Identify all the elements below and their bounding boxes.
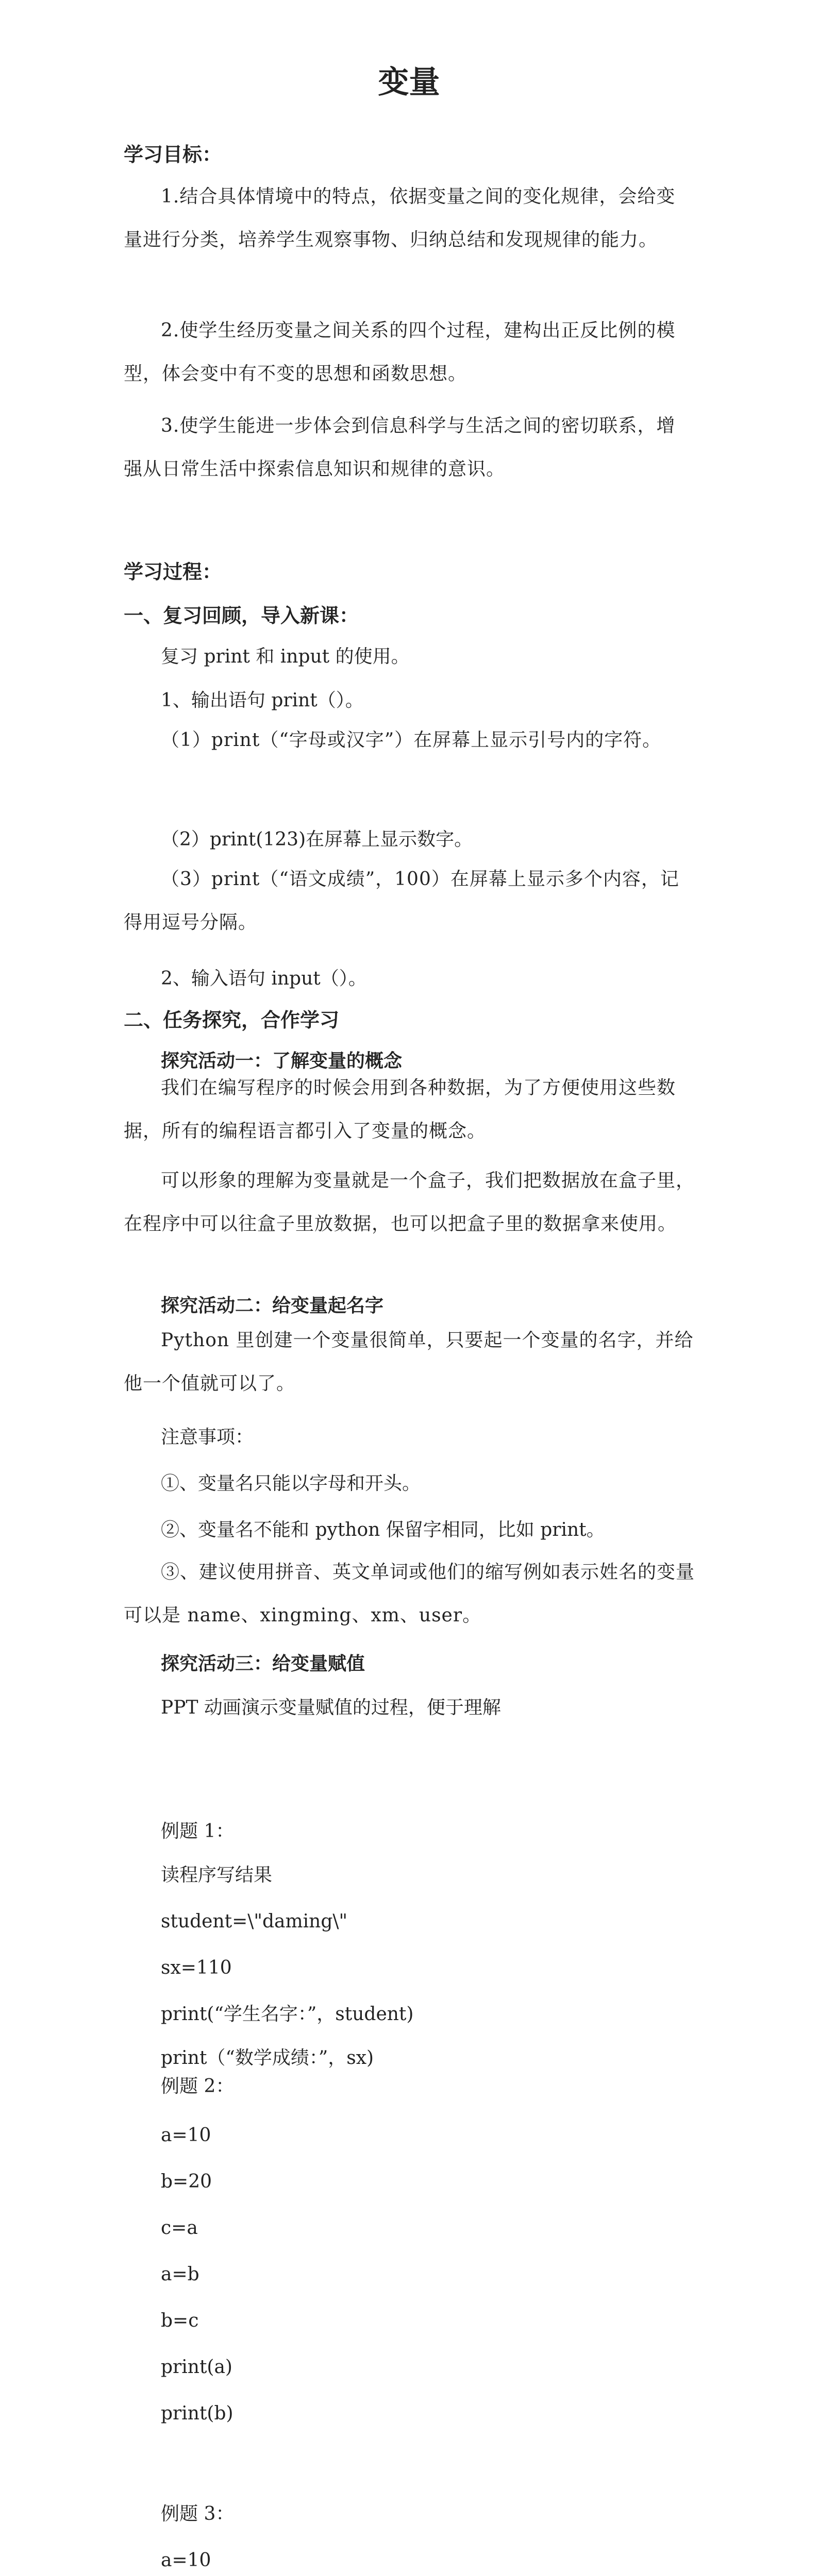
example3-code-line: a=10	[161, 2550, 211, 2571]
objectives-heading: 学习目标：	[124, 143, 222, 166]
act1-p1: 我们在编写程序的时候会用到各种数据，为了方便使用这些数据，所有的编程语言都引入了变量的概念。	[124, 1077, 676, 1142]
example2-code-line: b=c	[161, 2310, 199, 2331]
example2-code-line: print(b)	[161, 2403, 233, 2424]
act3-title: 探究活动三：给变量赋值	[161, 1653, 365, 1674]
page-title: 变量	[378, 64, 440, 100]
note-1: ①、变量名只能以字母和开头。	[161, 1473, 421, 1494]
note-3: ③、建议使用拼音、英文单词或他们的缩写例如表示姓名的变量可以是 name、xingming、xm、user。	[124, 1562, 695, 1626]
example2-code-line: b=20	[161, 2171, 212, 2192]
note-heading: 注意事项：	[161, 1427, 254, 1448]
example1-code-line: print(“学生名字：”，student)	[161, 2004, 414, 2025]
objective-3: 3.使学生能进一步体会到信息科学与生活之间的密切联系，增强从日常生活中探索信息知识和规律的意识。	[124, 415, 676, 480]
act3-p1: PPT 动画演示变量赋值的过程，便于理解	[161, 1697, 501, 1718]
part1-sub1: （1）print（“字母或汉字”）在屏幕上显示引号内的字符。	[161, 730, 662, 751]
part1-heading: 一、复习回顾，导入新课：	[124, 604, 359, 627]
example1-title: 例题 1：	[161, 1821, 235, 1842]
part1-intro: 复习 print 和 input 的使用。	[161, 646, 410, 667]
act1-p2: 可以形象的理解为变量就是一个盒子，我们把数据放在盒子里，在程序中可以往盒子里放数据，也可以把盒子里的数据拿来使用。	[124, 1170, 695, 1234]
example3-title: 例题 3：	[161, 2503, 235, 2524]
example2-code-line: print(a)	[161, 2357, 232, 2378]
note-2: ②、变量名不能和 python 保留字相同，比如 print。	[161, 1519, 605, 1540]
example2-code-line: a=10	[161, 2125, 211, 2146]
example1-code-line: print（“数学成绩：”，sx)	[161, 2047, 374, 2069]
part1-sub2: （2）print(123)在屏幕上显示数字。	[161, 829, 473, 850]
example1-instruction: 读程序写结果	[161, 1865, 273, 1886]
part1-item2: 2、输入语句 input（）。	[161, 968, 367, 989]
process-heading: 学习过程：	[124, 561, 222, 583]
act1-title: 探究活动一：了解变量的概念	[161, 1050, 403, 1072]
example2-code-line: a=b	[161, 2264, 199, 2285]
part1-item1: 1、输出语句 print（）。	[161, 690, 364, 711]
act2-title: 探究活动二：给变量起名字	[161, 1295, 384, 1316]
act2-p1: Python 里创建一个变量很简单，只要起一个变量的名字，并给他一个值就可以了。	[124, 1330, 694, 1394]
objective-2: 2.使学生经历变量之间关系的四个过程，建构出正反比例的模型，体会变中有不变的思想和函数思想。	[124, 320, 676, 384]
example2-code-line: c=a	[161, 2217, 198, 2239]
objective-1: 1.结合具体情境中的特点，依据变量之间的变化规律，会给变量进行分类，培养学生观察事物、归纳总结和发现规律的能力。	[124, 186, 676, 250]
part1-sub3: （3）print（“语文成绩”，100）在屏幕上显示多个内容，记得用逗号分隔。	[124, 869, 679, 933]
part2-heading: 二、任务探究，合作学习	[124, 1009, 340, 1031]
example2-title: 例题 2：	[161, 2076, 235, 2097]
example1-code-line: student=\"daming\"	[161, 1911, 348, 1932]
example1-code-line: sx=110	[161, 1957, 232, 1978]
